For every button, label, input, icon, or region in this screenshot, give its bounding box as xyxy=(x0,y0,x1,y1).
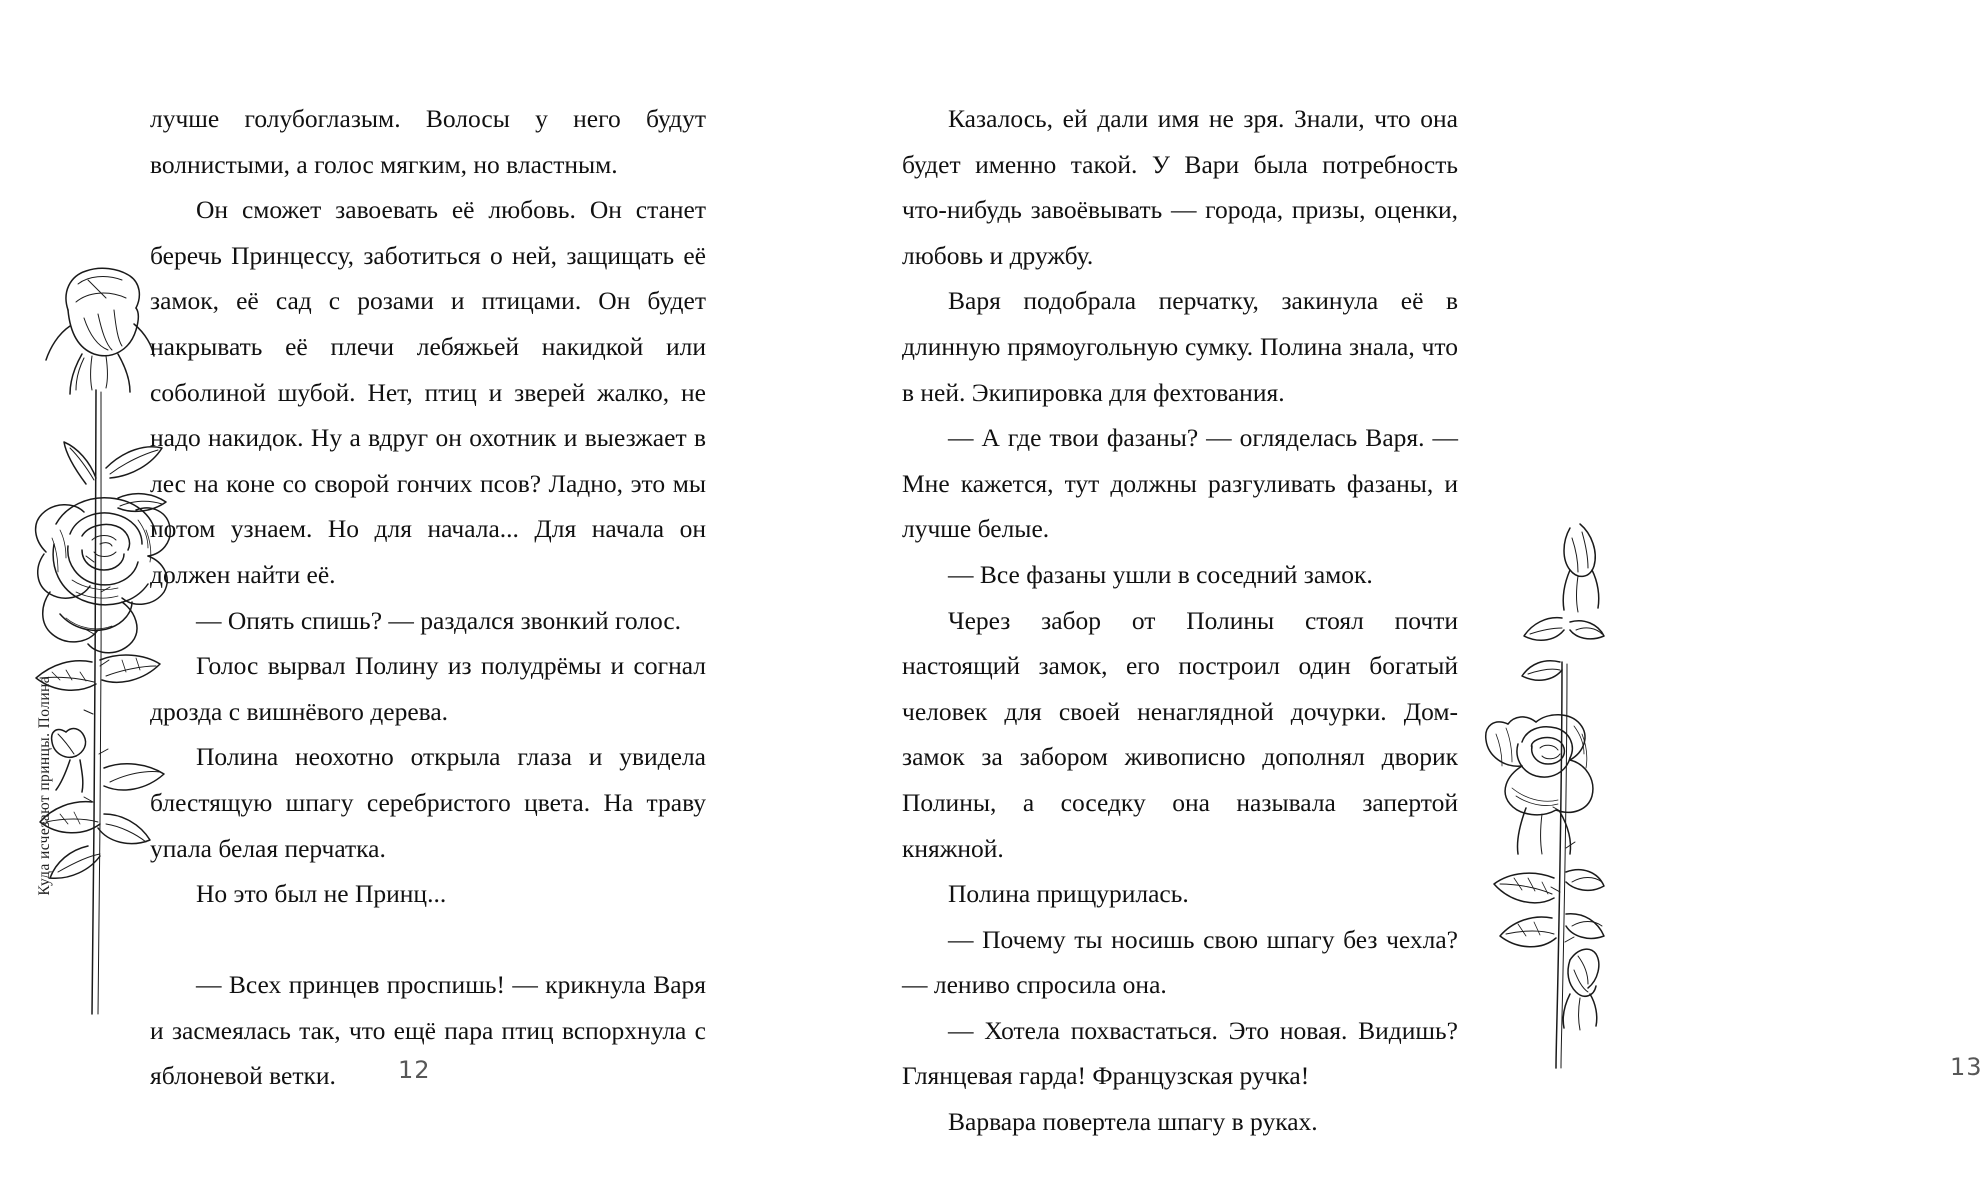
page-number-left: 12 xyxy=(398,1056,431,1084)
running-title: Куда исчезают принцы. Полина xyxy=(36,676,53,896)
paragraph: Голос вырвал Полину из полудрёмы и согнал дрозда с вишнёвого дерева. xyxy=(150,651,706,726)
paragraph: — Почему ты носишь свою шпагу без чехла? — лениво спросила она. xyxy=(902,924,1458,1000)
paragraph: лучше голубоглазым. Волосы у него будут волнистыми, а голос мягким, но властным. xyxy=(150,104,706,179)
right-page-text-column xyxy=(902,96,1458,1145)
left-page-text-column xyxy=(150,96,706,1099)
paragraph: Варвара повертела шпагу в руках. xyxy=(948,1107,1318,1137)
paragraph: — Всех принцев проспишь! — крикнула Варя и засмеялась так, что ещё пара птиц вспорхнула с яблоневой ветки. xyxy=(150,970,706,1091)
paragraph: Казалось, ей дали имя не зря. Знали, что она будет именно такой. У Вари была потребность что-нибудь завоёвывать — города, призы, оценки, любовь и дружбу. xyxy=(902,104,1458,270)
page-number-right: 13 xyxy=(1950,1053,1983,1081)
paragraph: Варя подобрала перчатку, закинула её в длинную прямоугольную сумку. Полина знала, что в ней. Экипировка для фехтования. xyxy=(902,286,1458,407)
paragraph: Полина неохотно открыла глаза и увидела блестящую шпагу серебристого цвета. На траву упала белая перчатка. xyxy=(150,742,706,863)
paragraph: — Хотела похвастаться. Это новая. Видишь? Глянцевая гарда! Французская ручка! xyxy=(902,1015,1458,1091)
paragraph: Но это был не Принц... xyxy=(196,879,447,909)
left-page xyxy=(0,0,828,1200)
right-page xyxy=(828,0,1983,1200)
paragraph: Он сможет завоевать её любовь. Он станет беречь Принцессу, заботиться о ней, защищать её замок, её сад с розами и птицами. Он будет накрывать её плечи лебяжьей накидкой или соболиной шубой. Нет, птиц и зверей жалко, не надо накидок. Ну а вдруг он охотник и выезжает в лес на коне со сворой гончих псов? Ладно, это мы потом узнаем. Но для начала... Для начала он должен найти её. xyxy=(150,195,706,589)
paragraph: Полина прищурилась. xyxy=(948,879,1189,909)
paragraph: — А где твои фазаны? — огляделась Варя. — Мне кажется, тут должны разгуливать фазаны, и лучше белые. xyxy=(902,423,1458,544)
paragraph: — Опять спишь? — раздался звонкий голос. xyxy=(196,605,682,635)
paragraph: Через забор от Полины стоял почти настоящий замок, его построил один богатый человек для своей ненаглядной дочурки. Дом-замок за забором живописно дополнял дворик Полины, а соседку она называла запертой княжной. xyxy=(902,605,1458,863)
paragraph: — Все фазаны ушли в соседний замок. xyxy=(948,559,1373,589)
